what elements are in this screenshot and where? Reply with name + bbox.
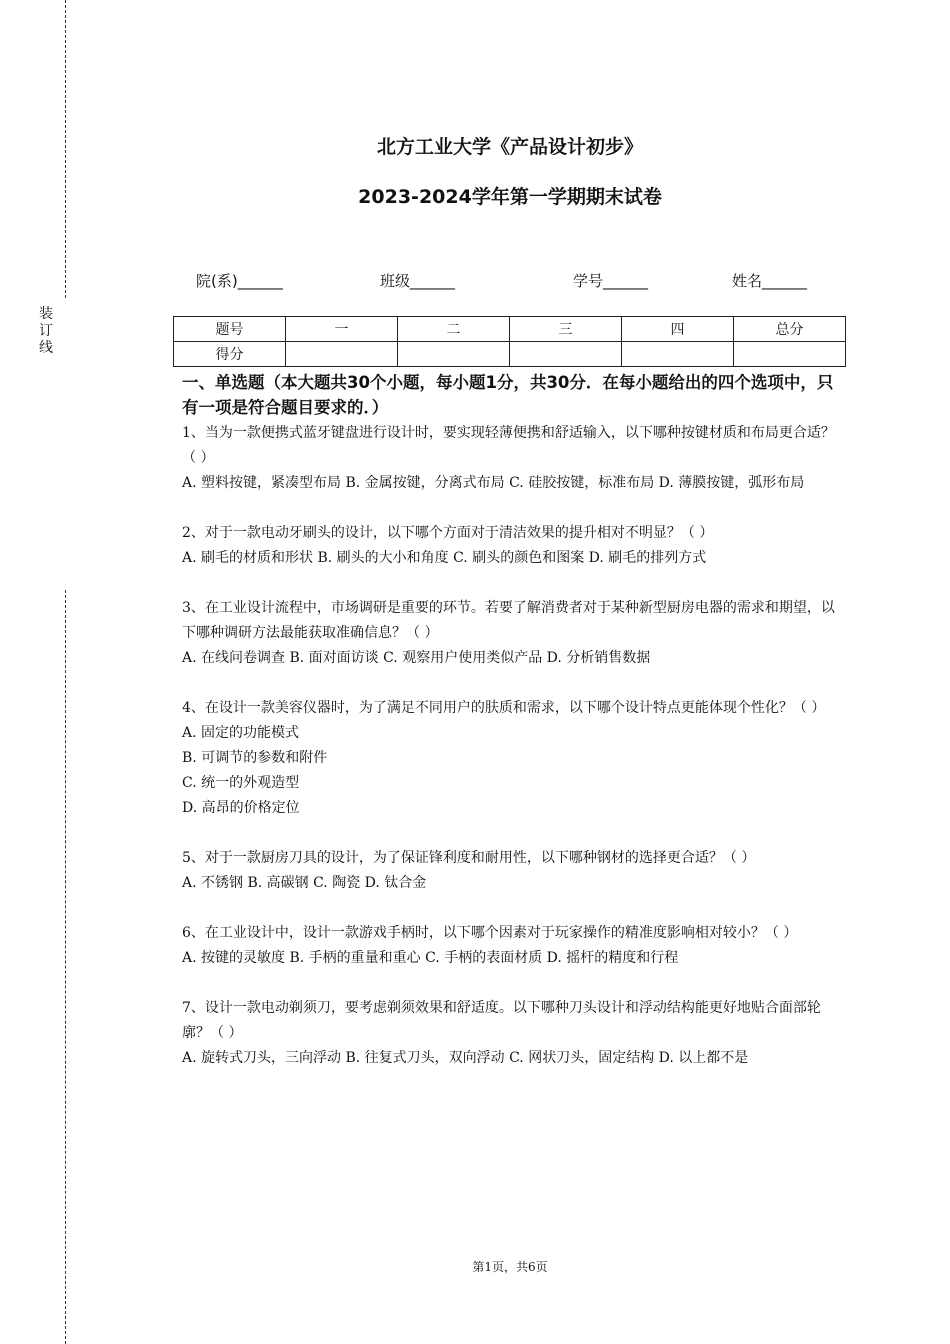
question-stem: 5、对于一款厨房刀具的设计，为了保证锋利度和耐用性，以下哪种钢材的选择更合适？（ ） bbox=[182, 850, 756, 866]
section-heading: 一、单选题（本大题共30个小题，每小题1分，共30分．在每小题给出的四个选项中，只有一项是符合题目要求的．） bbox=[182, 373, 834, 417]
question-options: A. 塑料按键，紧凑型布局 B. 金属按键，分离式布局 C. 硅胶按键，标准布局 D. 薄膜按键，弧形布局 bbox=[182, 475, 805, 491]
question-option-a: A. 固定的功能模式 bbox=[182, 725, 300, 741]
score-cell[interactable] bbox=[622, 342, 734, 367]
exam-content bbox=[182, 370, 842, 1096]
info-field-class[interactable]: 班级______ bbox=[380, 272, 456, 290]
question-options: A. 旋转式刀头，三向浮动 B. 往复式刀头，双向浮动 C. 网状刀头，固定结构 D. 以上都不是 bbox=[182, 1050, 749, 1066]
question-stem: 7、设计一款电动剃须刀，要考虑剃须效果和舒适度。以下哪种刀头设计和浮动结构能更好地贴合面部轮廓？（ ） bbox=[182, 1000, 821, 1041]
info-field-name[interactable]: 姓名______ bbox=[732, 272, 808, 290]
question-7 bbox=[182, 996, 842, 1071]
score-cell[interactable] bbox=[510, 342, 622, 367]
question-3 bbox=[182, 596, 842, 671]
info-field-student-id[interactable]: 学号______ bbox=[573, 272, 649, 290]
score-table-header-cell: 四 bbox=[622, 317, 734, 342]
score-row-label: 得分 bbox=[174, 342, 286, 367]
question-stem: 6、在工业设计中，设计一款游戏手柄时，以下哪个因素对于玩家操作的精准度影响相对较小？（ ） bbox=[182, 925, 798, 941]
question-5 bbox=[182, 846, 842, 896]
score-cell[interactable] bbox=[286, 342, 398, 367]
question-options: A. 在线问卷调查 B. 面对面访谈 C. 观察用户使用类似产品 D. 分析销售数据 bbox=[182, 650, 651, 666]
question-6 bbox=[182, 921, 842, 971]
score-cell[interactable] bbox=[398, 342, 510, 367]
score-table-header-cell: 总分 bbox=[734, 317, 846, 342]
score-table-header-cell: 三 bbox=[510, 317, 622, 342]
info-field-department[interactable]: 院(系)______ bbox=[196, 272, 283, 290]
score-table-header-row bbox=[174, 317, 846, 342]
score-table-header-cell: 一 bbox=[286, 317, 398, 342]
question-stem: 3、在工业设计流程中，市场调研是重要的环节。若要了解消费者对于某种新型厨房电器的需求和期望，以下哪种调研方法最能获取准确信息？（ ） bbox=[182, 600, 835, 641]
question-4 bbox=[182, 696, 842, 821]
score-table-header-cell: 二 bbox=[398, 317, 510, 342]
question-stem: 4、在设计一款美容仪器时，为了满足不同用户的肤质和需求，以下哪个设计特点更能体现个性化？（ ） bbox=[182, 700, 826, 716]
binding-label: 装订线 bbox=[39, 306, 53, 356]
score-cell[interactable] bbox=[734, 342, 846, 367]
question-1 bbox=[182, 421, 842, 496]
question-options: A. 不锈钢 B. 高碳钢 C. 陶瓷 D. 钛合金 bbox=[182, 875, 427, 891]
score-table-score-row bbox=[174, 342, 846, 367]
exam-subtitle: 2023-2024学年第一学期期末试卷 bbox=[358, 186, 662, 208]
question-2 bbox=[182, 521, 842, 571]
question-stem: 2、对于一款电动牙刷头的设计，以下哪个方面对于清洁效果的提升相对不明显？（ ） bbox=[182, 525, 714, 541]
score-table-header-cell: 题号 bbox=[174, 317, 286, 342]
exam-title: 北方工业大学《产品设计初步》 bbox=[376, 136, 643, 158]
question-option-b: B. 可调节的参数和附件 bbox=[182, 750, 328, 766]
question-options: A. 刷毛的材质和形状 B. 刷头的大小和角度 C. 刷头的颜色和图案 D. 刷毛的排列方式 bbox=[182, 550, 707, 566]
page-footer: 第1页，共6页 bbox=[472, 1260, 548, 1274]
question-option-c: C. 统一的外观造型 bbox=[182, 775, 300, 791]
question-stem: 1、当为一款便携式蓝牙键盘进行设计时，要实现轻薄便携和舒适输入，以下哪种按键材质和布局更合适？（ ） bbox=[182, 425, 835, 466]
binding-line-bottom bbox=[65, 590, 66, 1344]
score-table bbox=[173, 316, 846, 367]
question-option-d: D. 高昂的价格定位 bbox=[182, 800, 300, 816]
question-options: A. 按键的灵敏度 B. 手柄的重量和重心 C. 手柄的表面材质 D. 摇杆的精度和行程 bbox=[182, 950, 679, 966]
